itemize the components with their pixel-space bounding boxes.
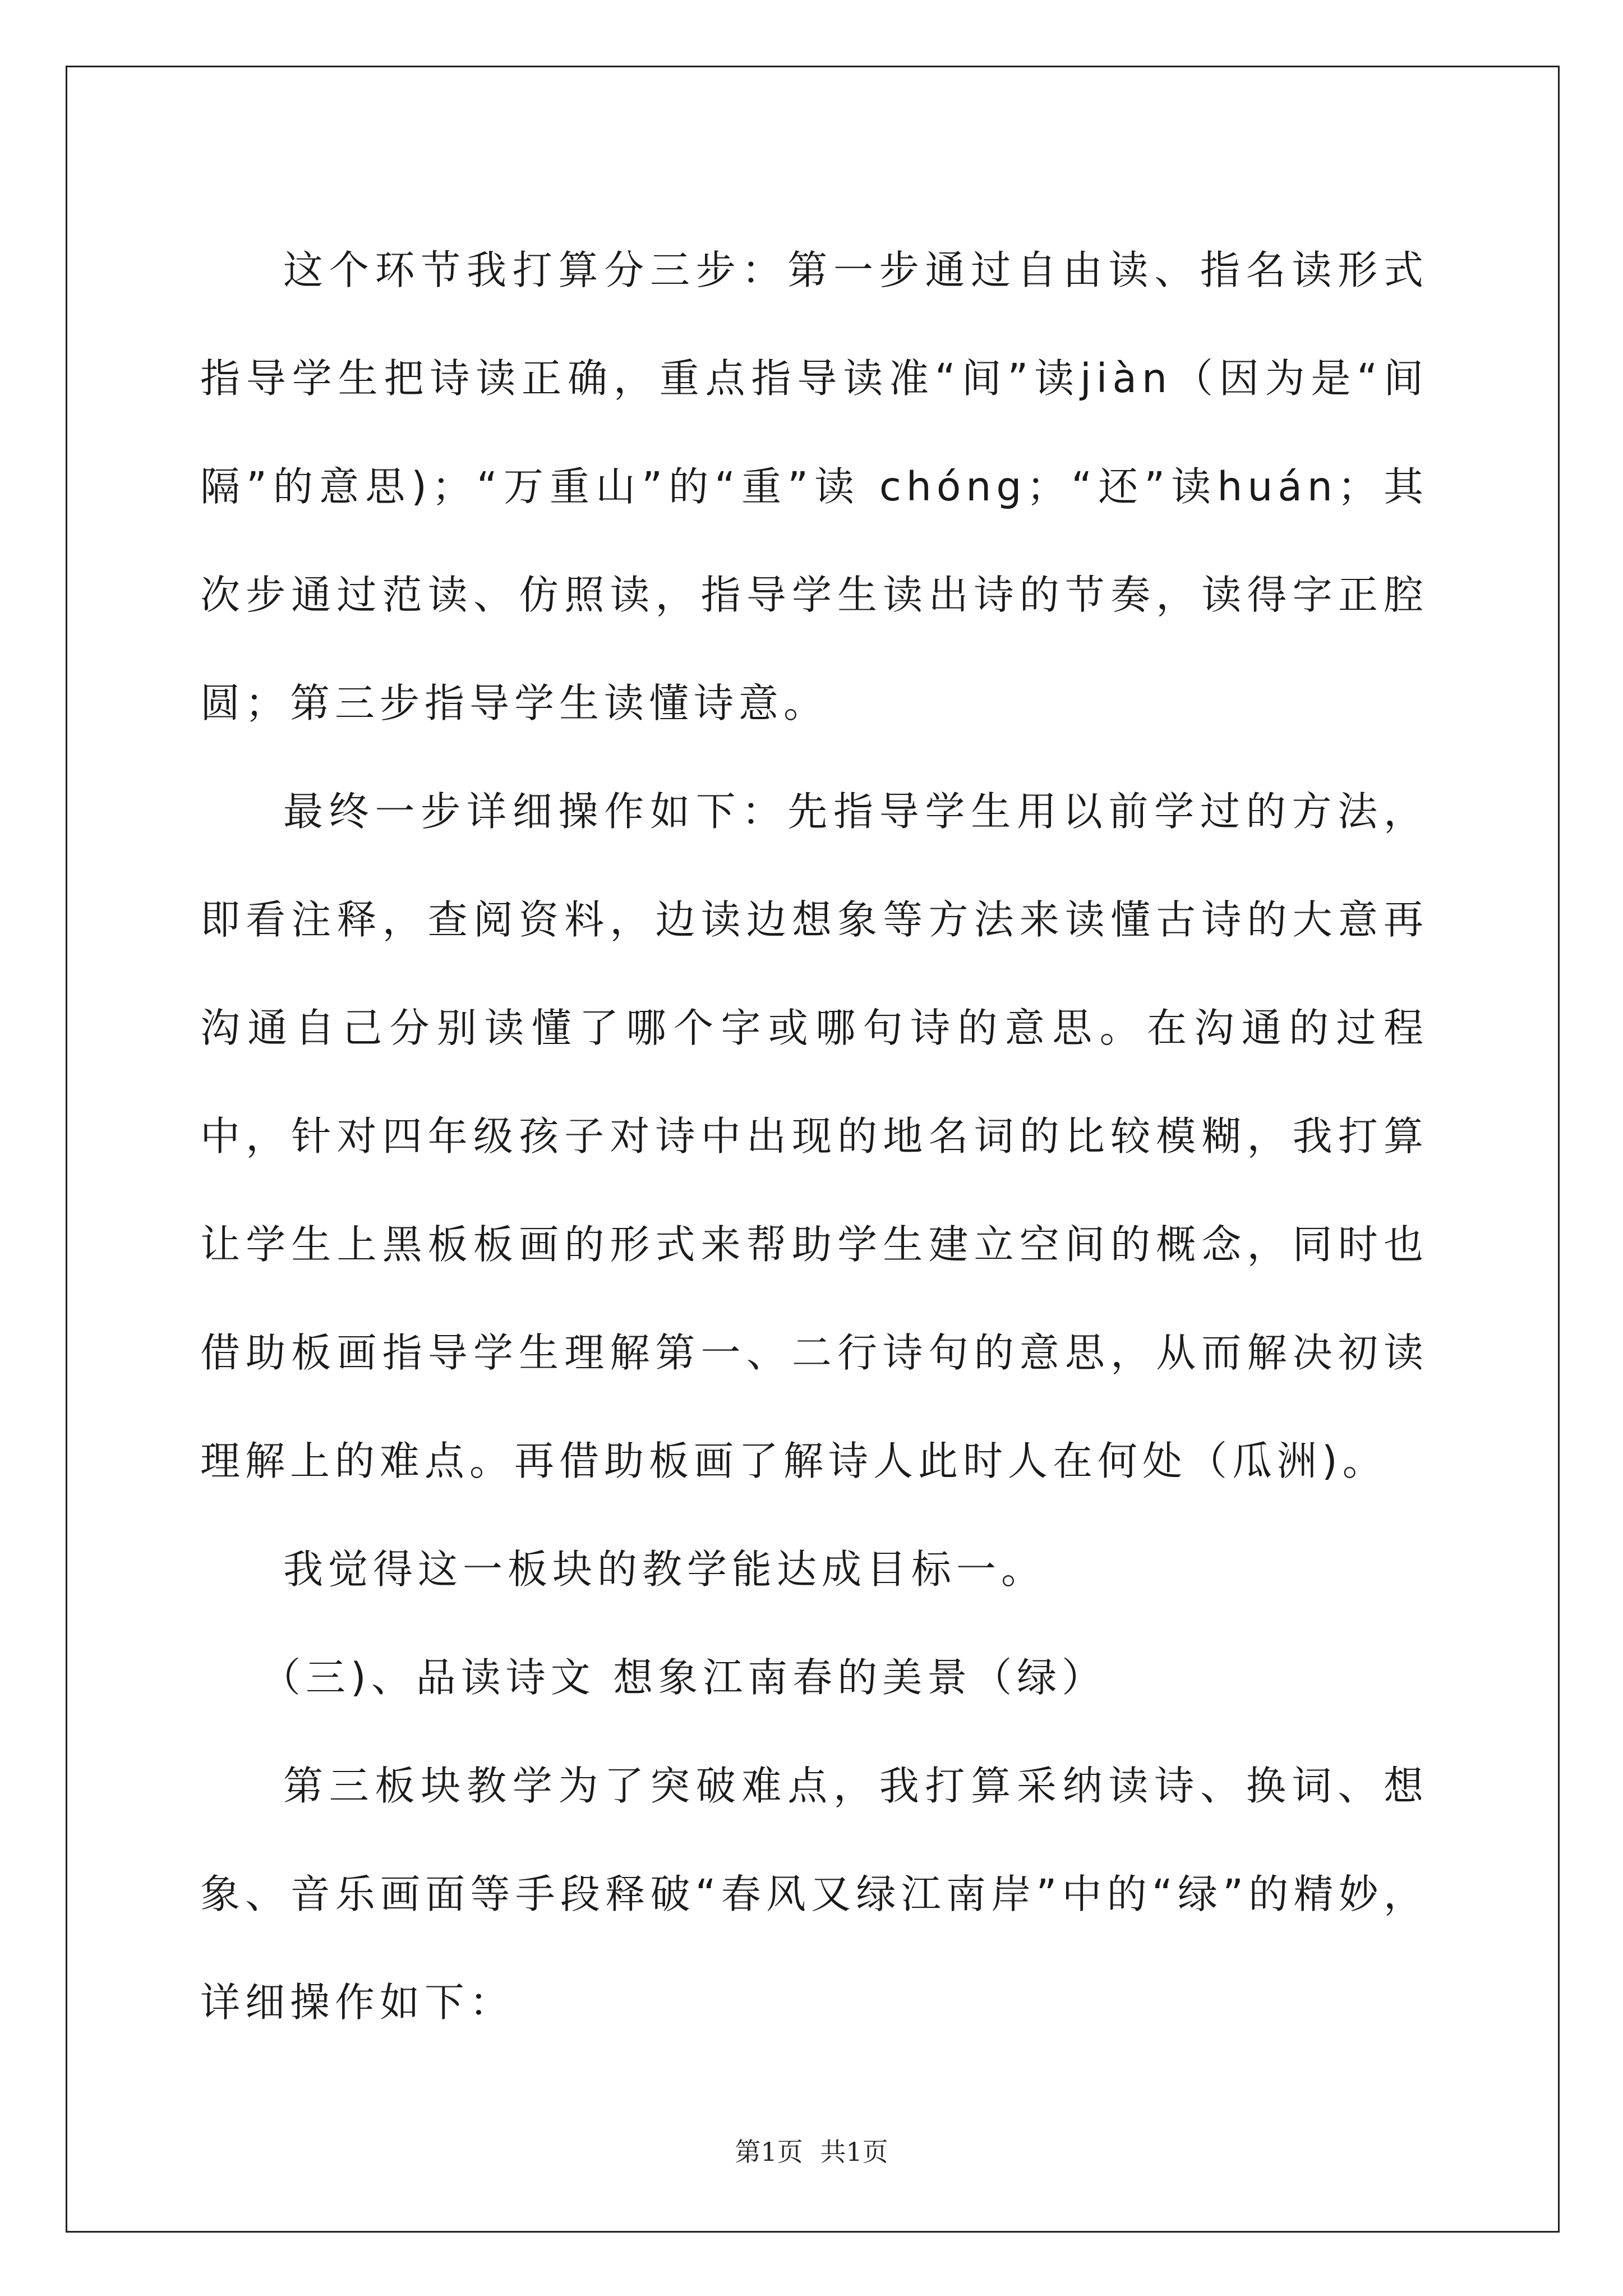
- document-body: [200, 216, 1428, 2056]
- page-number: 第1页: [735, 2137, 803, 2167]
- page-footer: [0, 2132, 1623, 2169]
- paragraph-reading-steps: 这个环节我打算分三步：第一步通过自由读、指名读形式指导学生把诗读正确，重点指导读准“间”读jiàn（因为是“间隔”的意思)；“万重山”的“重”读 chóng；“还”读huán；其次步通过范读、仿照读，指导学生读出诗的节奏，读得字正腔圆；第三步指导学生读懂诗意。: [200, 247, 1428, 726]
- page-total: 共1页: [820, 2137, 888, 2167]
- paragraph-third-block: 第三板块教学为了突破难点，我打算采纳读诗、换词、想象、音乐画面等手段释破“春风又绿江南岸”中的“绿”的精妙，详细操作如下：: [200, 1763, 1428, 2026]
- paragraph-final-step: 最终一步详细操作如下：先指导学生用以前学过的方法，即看注释，查阅资料，边读边想象等方法来读懂古诗的大意再沟通自己分别读懂了哪个字或哪句诗的意思。在沟通的过程中，针对四年级孩子对诗中出现的地名词的比较模糊，我打算让学生上黑板板画的形式来帮助学生建立空间的概念，同时也借助板画指导学生理解第一、二行诗句的意思，从而解决初读理解上的难点。再借助板画了解诗人此时人在何处（瓜洲)。: [200, 788, 1428, 1484]
- section-heading: （三)、品读诗文 想象江南春的美景（绿）: [261, 1654, 1107, 1701]
- paragraph-goal: 我觉得这一板块的教学能达成目标一。: [283, 1546, 1046, 1593]
